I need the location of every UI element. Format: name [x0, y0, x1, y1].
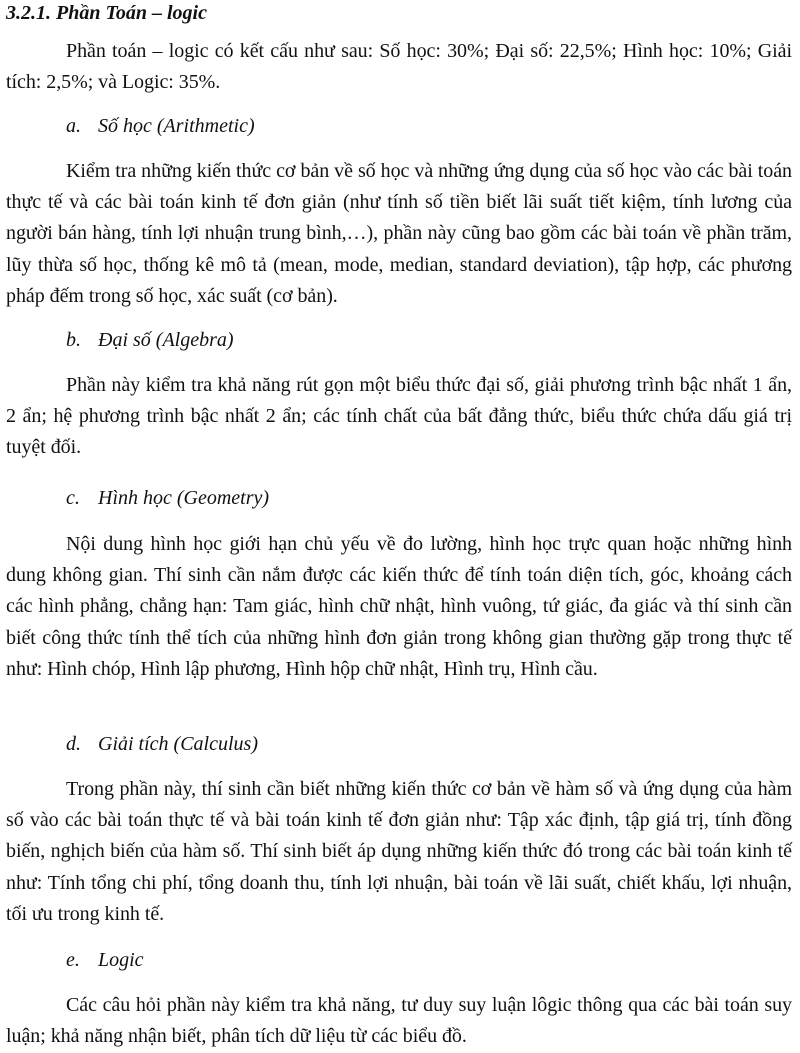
section-intro: Phần toán – logic có kết cấu như sau: Số học: 30%; Đại số: 22,5%; Hình học: 10%; Giải tích: 2,5%; và Logic: 35%. — [6, 40, 792, 94]
section-heading: 3.2.1. Phần Toán – logic — [6, 2, 207, 24]
subsection-letter: a. — [66, 115, 81, 137]
subsection-letter: d. — [66, 733, 81, 755]
subsection-body-calculus: Trong phần này, thí sinh cần biết những kiến thức cơ bản về hàm số và ứng dụng của hàm số vào các bài toán thực tế và bài toán kinh tế đơn giản như: Tập xác định, tập giá trị, tính đồng biến, nghịch biến của hàm số. Thí sinh biết áp dụng những kiến thức đó trong các bài toán kinh tế như: Tính tổng chi phí, tổng doanh thu, tính lợi nhuận, bài toán về lãi suất, chiết khấu, lợi nhuận, tối ưu trong kinh tế. — [6, 778, 792, 925]
subsection-title: Hình học (Geometry) — [98, 487, 270, 509]
subsection-title: Đại số (Algebra) — [98, 329, 234, 351]
subsection-heading-algebra — [66, 327, 234, 353]
subsection-body-arithmetic: Kiểm tra những kiến thức cơ bản về số học và những ứng dụng của số học vào các bài toán thực tế và các bài toán kinh tế đơn giản (như tính số tiền biết lãi suất tiết kiệm, tính lương của người bán hàng, tính lợi nhuận trung bình,…), phần này cũng bao gồm các bài toán về phần trăm, lũy thừa số học, thống kê mô tả (mean, mode, median, standard deviation), tập hợp, các phương pháp đếm trong số học, xác suất (cơ bản). — [6, 160, 792, 307]
subsection-body-geometry: Nội dung hình học giới hạn chủ yếu về đo lường, hình học trực quan hoặc những hình dung không gian. Thí sinh cần nắm được các kiến thức để tính toán diện tích, góc, khoảng cách các hình phẳng, chẳng hạn: Tam giác, hình chữ nhật, hình vuông, tứ giác, đa giác và thí sinh cần biết công thức tính thể tích của những hình đơn giản trong không gian thường gặp trong thực tế như: Hình chóp, Hình lập phương, Hình hộp chữ nhật, Hình trụ, Hình cầu. — [6, 533, 792, 680]
subsection-heading-logic — [66, 947, 144, 973]
subsection-title: Logic — [98, 949, 144, 971]
subsection-body-algebra: Phần này kiểm tra khả năng rút gọn một biểu thức đại số, giải phương trình bậc nhất 1 ẩn, 2 ẩn; hệ phương trình bậc nhất 2 ẩn; các tính chất của bất đẳng thức, biểu thức chứa dấu giá trị tuyệt đối. — [6, 374, 792, 459]
subsection-title: Số học (Arithmetic) — [98, 115, 255, 137]
subsection-letter: b. — [66, 329, 81, 351]
subsection-letter: e. — [66, 949, 80, 971]
subsection-title: Giải tích (Calculus) — [98, 733, 258, 755]
subsection-heading-arithmetic — [66, 113, 255, 139]
subsection-heading-geometry — [66, 485, 269, 511]
subsection-body-logic: Các câu hỏi phần này kiểm tra khả năng, tư duy suy luận lôgic thông qua các bài toán suy luận; khả năng nhận biết, phân tích dữ liệu từ các biểu đồ. — [6, 994, 792, 1048]
subsection-heading-calculus — [66, 731, 258, 757]
subsection-letter: c. — [66, 487, 80, 509]
